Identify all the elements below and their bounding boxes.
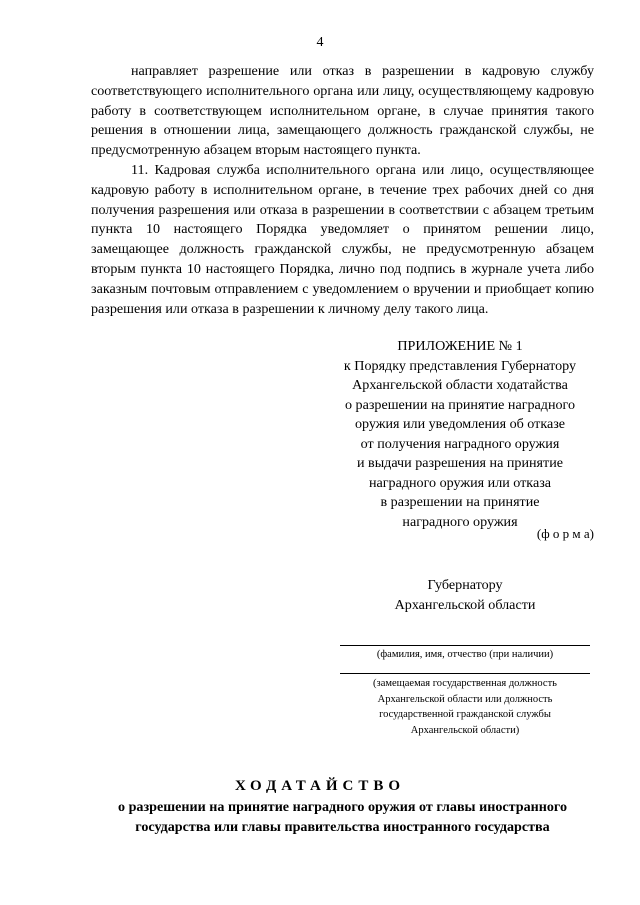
name-field-caption: (фамилия, имя, отчество (при наличии): [376, 649, 554, 660]
appendix-line: к Порядку представления Губернатору: [343, 357, 577, 374]
position-caption-line: Архангельской области или должность: [377, 693, 553, 705]
position-caption-line: (замещаемая государственная должность: [373, 678, 557, 689]
document-title: ХОДАТАЙСТВО: [234, 778, 406, 794]
position-field-caption: [340, 676, 590, 738]
position-caption-line: Архангельской области): [410, 724, 520, 736]
position-field-line: [340, 673, 590, 674]
subtitle-line: о разрешении на принятие наградного оружия от главы иностранного: [118, 799, 567, 815]
appendix-line: о разрешении на принятие наградного: [344, 396, 576, 413]
document-subtitle: [90, 798, 595, 837]
appendix-line: от получения наградного оружия: [360, 435, 560, 452]
addressee-title: Губернатору: [427, 577, 503, 593]
appendix-line: в разрешении на принятие: [380, 494, 540, 510]
position-caption-line: государственной гражданской службы: [379, 709, 551, 721]
addressee-region: Архангельской области: [394, 597, 536, 613]
body-text: [91, 62, 594, 319]
paragraph-item-11: 11. Кадровая служба исполнительного органа или лицо, осуществляющее кадровую работу в исполнительном органе, в течение трех рабочих дней со дня получения разрешения или отказа в разрешении в соответствии с абзацем третьим пункта 10 настоящего Порядка уведомляет о принятом решении лицо, замещающее должность гражданской службы, не предусмотренную абзацем вторым пункта 10 настоящего Порядка, лично под подпись в журнале учета либо заказным почтовым отправлением с уведомлением о вручении и приобщает копию разрешения или отказа в разрешении к личному делу такого лица.: [91, 161, 594, 317]
appendix-line: Архангельской области ходатайства: [352, 377, 568, 393]
appendix-line: оружия или уведомления об отказе: [354, 416, 566, 432]
page-number: 4: [316, 35, 324, 50]
addressee-block: [340, 575, 590, 615]
appendix-heading: ПРИЛОЖЕНИЕ № 1: [397, 338, 523, 354]
appendix-line: наградного оружия или отказа: [368, 474, 552, 491]
subtitle-line: государства или главы правительства иностранного государства: [135, 818, 550, 835]
appendix-line: наградного оружия: [402, 513, 518, 530]
appendix-line: и выдачи разрешения на принятие: [356, 455, 563, 471]
paragraph-continuation: направляет разрешение или отказ в разрешении в кадровую службу соответствующего исполнительного органа или лицу, осуществляющему кадровую работу в соответствующем исполнительном органе, в случае принятия такого решения в отношении лица, замещающего должность гражданской службы, не предусмотренную абзацем вторым настоящего пункта.: [91, 63, 594, 159]
form-label: (ф о р м а): [536, 526, 594, 541]
name-field-line: [340, 645, 590, 646]
appendix-block: [320, 337, 600, 532]
